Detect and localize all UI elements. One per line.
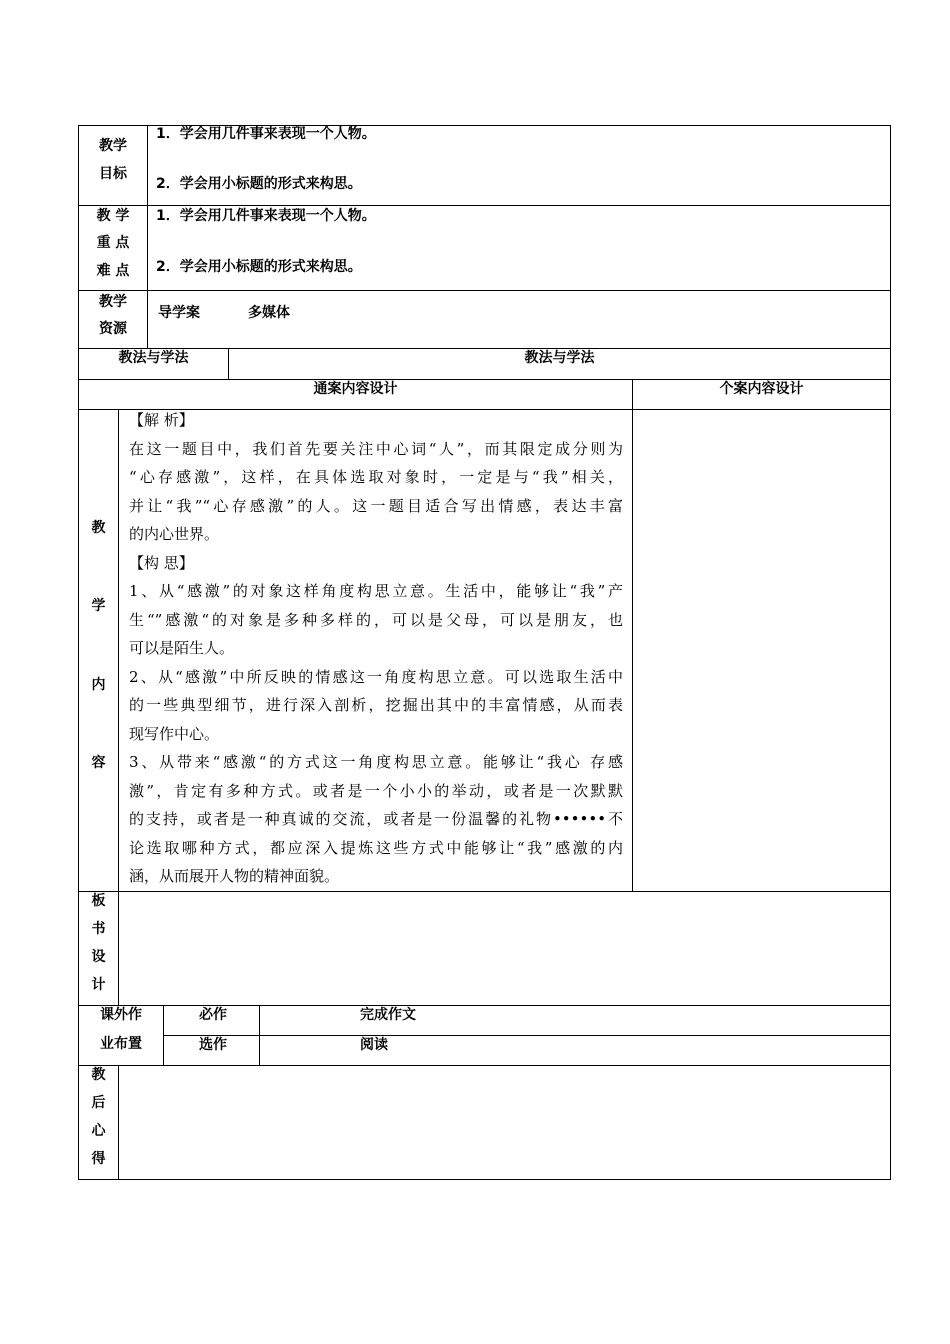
reflection-label-char-2: 后 [91, 1095, 106, 1111]
methods-label: 教法与学法 [118, 350, 189, 366]
content-line: 【解 析】 [129, 411, 194, 429]
methods-value: 教法与学法 [524, 350, 595, 366]
key-points-label-line-3: 难 点 [96, 263, 130, 279]
key-point-item-1: 1．学会用几件事来表现一个人物。 [156, 208, 376, 224]
content-label-char-4: 容 [91, 755, 106, 771]
key-points-label-line-2: 重 点 [96, 235, 130, 251]
content-line: 3、从带来“感激“的方式这一角度构思立意。能够让“我心 存感 [129, 753, 623, 771]
objective-item-2: 2．学会用小标题的形式来构思。 [156, 176, 362, 192]
content-line: 论选取哪种方式，都应深入提炼这些方式中能够让“我”感激的内 [129, 838, 623, 857]
content-label-char-2: 学 [91, 598, 106, 614]
board-label-char-1: 板 [91, 893, 106, 909]
reflection-label-char-4: 得 [91, 1151, 106, 1167]
objectives-label-line-2: 目标 [99, 166, 127, 182]
content-line: 激”，肯定有多种方式。或者是一个小小的举动，或者是一次默默 [129, 781, 623, 800]
homework-label-line-2: 业布置 [100, 1036, 142, 1052]
content-body [129, 406, 623, 891]
content-line: 2、从“感激”中所反映的情感这一角度构思立意。可以选取生活中 [129, 667, 623, 686]
resource-item-2: 多媒体 [248, 305, 290, 321]
content-label-char-3: 内 [91, 677, 106, 693]
content-line: 1、从“感激”的对象这样角度构思立意。生活中，能够让“我”产 [129, 582, 623, 600]
homework-required-label: 必作 [199, 1007, 227, 1023]
content-label-char-1: 教 [91, 520, 106, 536]
objectives-label-line-1: 教学 [99, 138, 127, 154]
content-line: 在这一题目中，我们首先要关注中心词“人”，而其限定成分则为 [129, 439, 623, 458]
reflection-label-char-3: 心 [91, 1123, 106, 1139]
content-line: 现写作中心。 [129, 724, 220, 743]
content-line: 的一些典型细节，进行深入剖析，挖掘出其中的丰富情感，从而表 [129, 696, 623, 714]
individual-design-header: 个案内容设计 [719, 381, 804, 397]
board-label-char-3: 设 [91, 949, 106, 965]
homework-optional-value: 阅读 [360, 1037, 388, 1053]
homework-label-line-1: 课外作 [100, 1007, 142, 1023]
content-line: 生“”感激“的对象是多种多样的，可以是父母，可以是朋友，也 [129, 610, 623, 629]
content-line: 的支持，或者是一种真诚的交流，或者是一份温馨的礼物••••••不 [129, 810, 623, 828]
key-point-item-2: 2．学会用小标题的形式来构思。 [156, 259, 362, 275]
content-line: 【构 思】 [129, 553, 194, 572]
resource-item-1: 导学案 [158, 305, 200, 321]
board-label-char-4: 计 [91, 977, 106, 993]
common-design-header: 通案内容设计 [313, 381, 398, 397]
resources-label-line-1: 教学 [99, 294, 127, 310]
board-label-char-2: 书 [91, 921, 106, 937]
objective-item-1: 1．学会用几件事来表现一个人物。 [156, 126, 376, 142]
reflection-label-char-1: 教 [91, 1067, 106, 1083]
content-line: 并让“我”“心存感激”的人。这一题目适合写出情感，表达丰富 [129, 496, 623, 515]
content-line: “心存感激”，这样，在具体选取对象时，一定是与“我”相关， [129, 468, 623, 486]
homework-required-value: 完成作文 [360, 1007, 416, 1023]
content-line: 涵，从而展开人物的精神面貌。 [129, 867, 340, 885]
content-line: 的内心世界。 [129, 525, 220, 543]
resources-label-line-2: 资源 [99, 321, 127, 337]
content-line: 可以是陌生人。 [129, 639, 235, 657]
key-points-label-line-1: 教 学 [96, 208, 130, 224]
homework-optional-label: 选作 [199, 1037, 227, 1053]
